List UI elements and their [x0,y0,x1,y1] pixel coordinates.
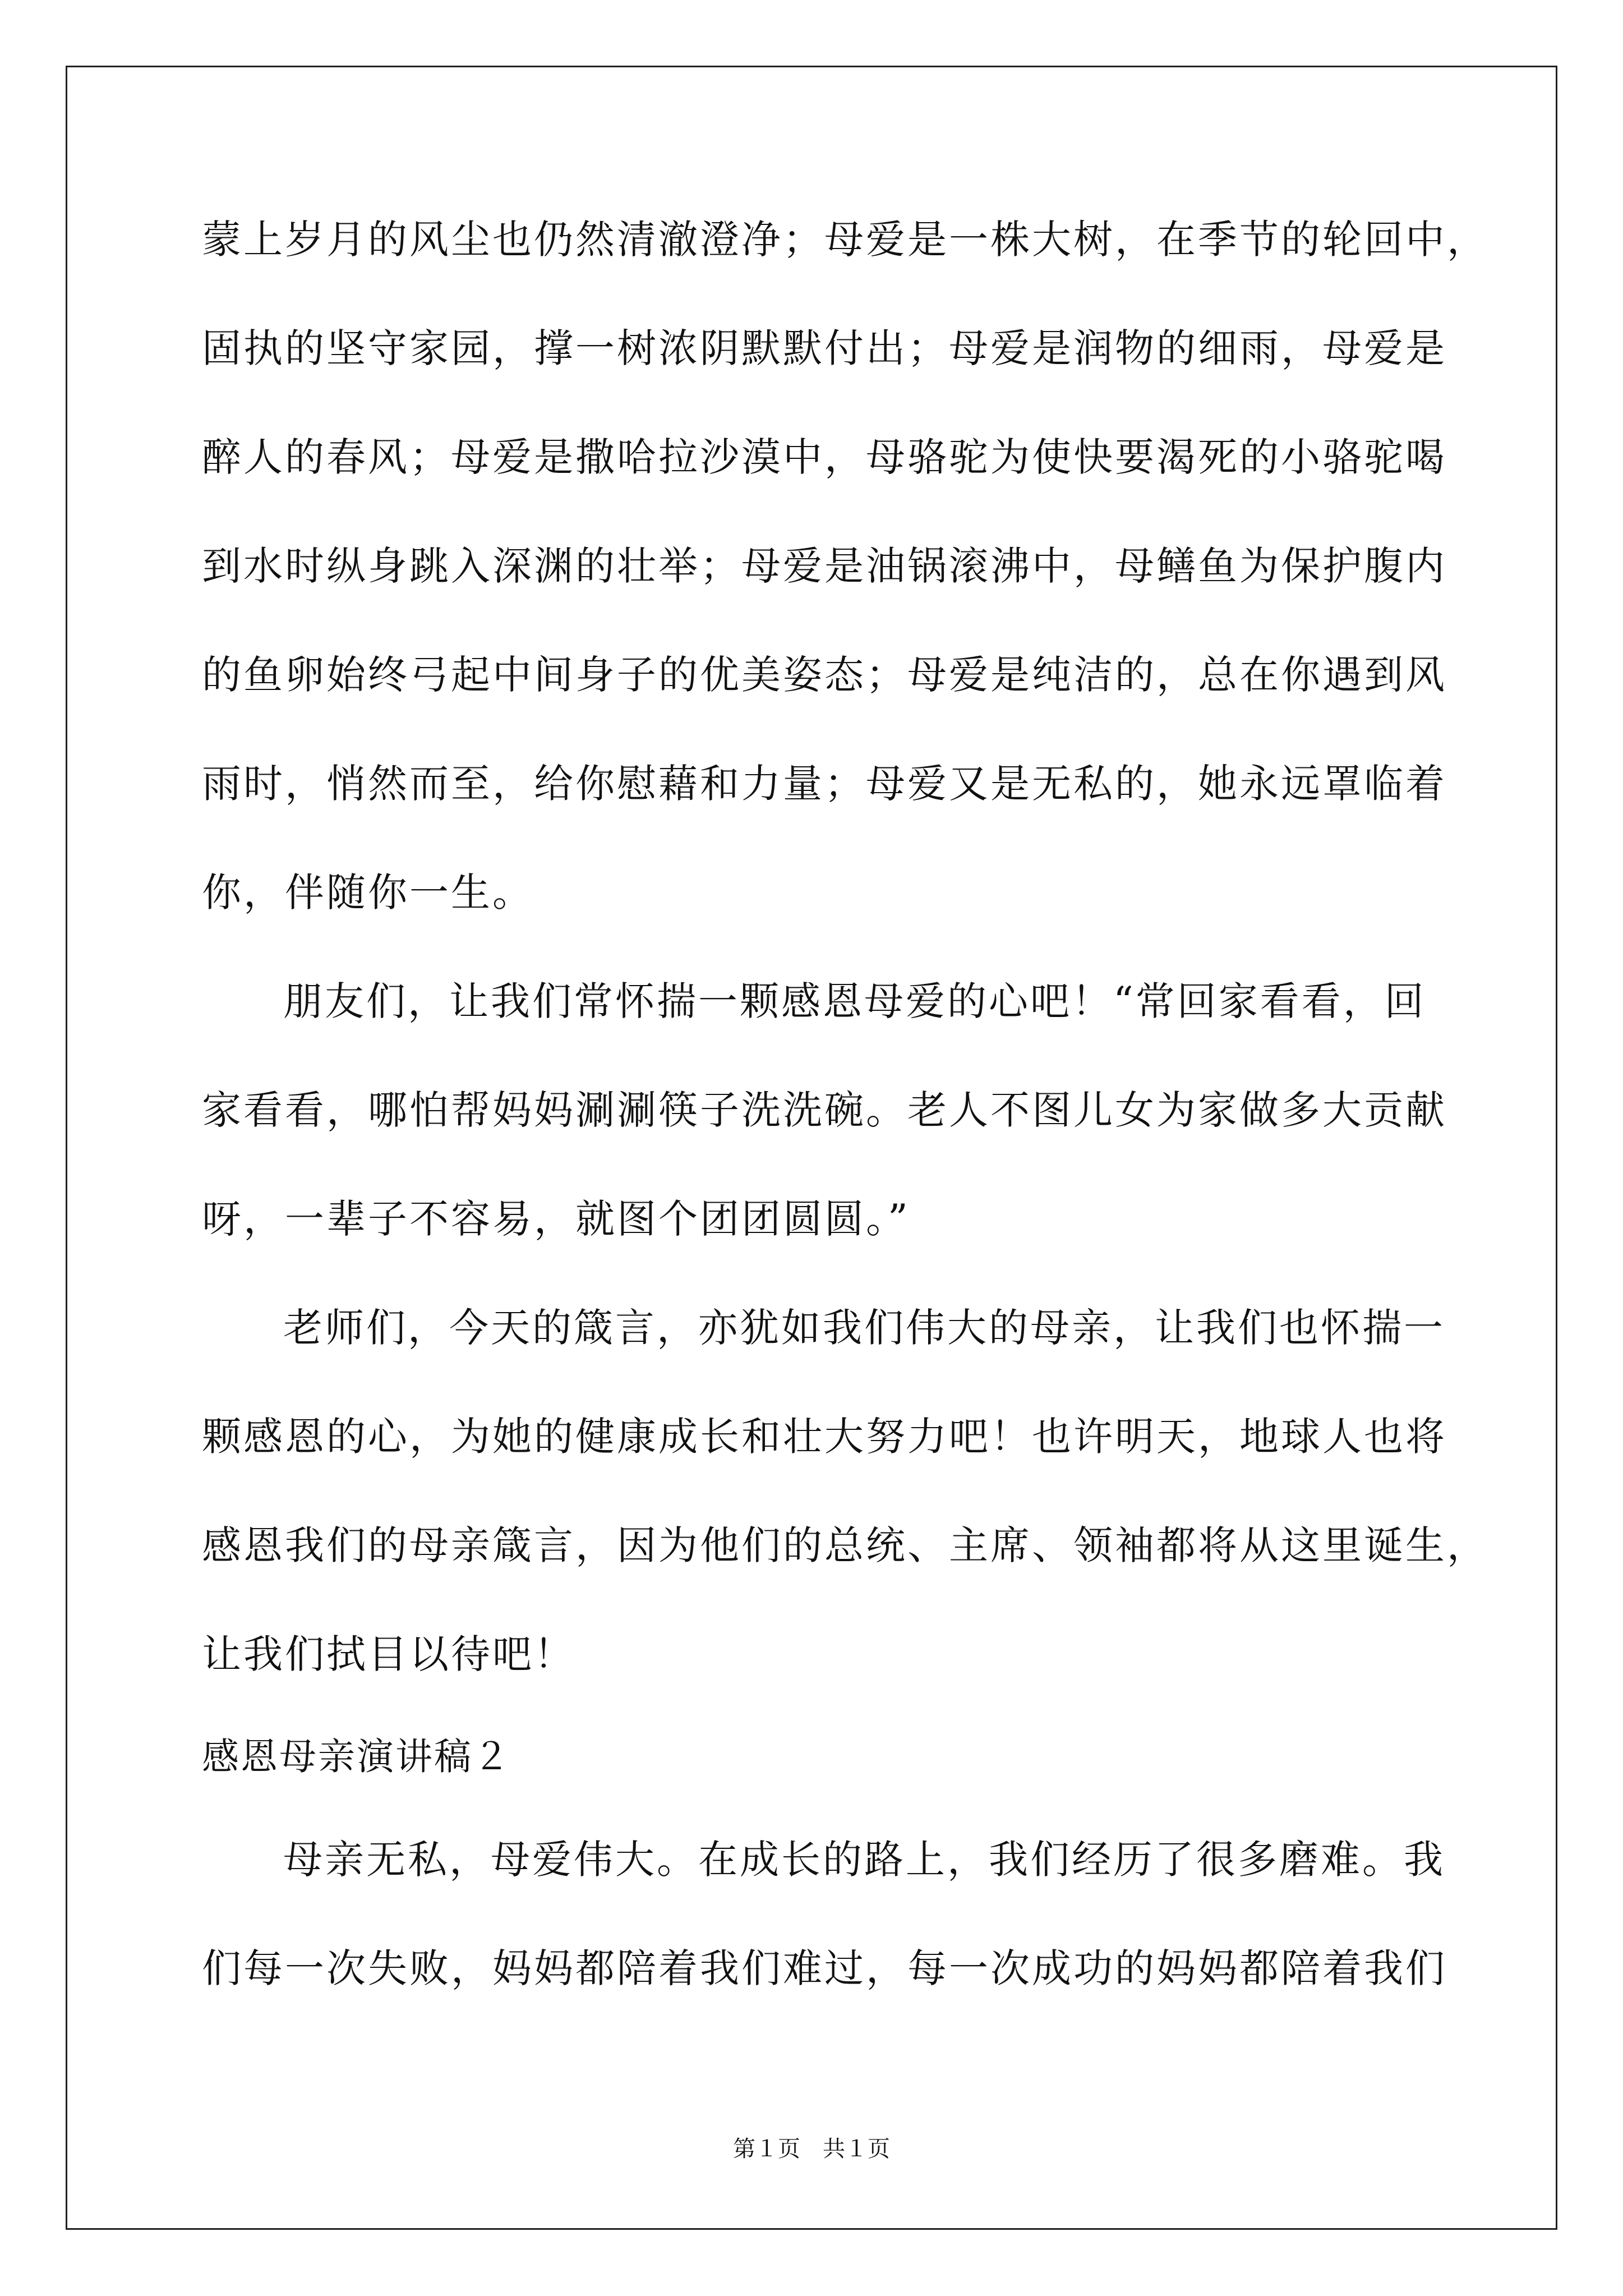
text-line: 醉人的春风；母爱是撒哈拉沙漠中，母骆驼为使快要渴死的小骆驼喝 [202,434,1447,480]
page-border [66,66,1557,2230]
text-line: 颗感恩的心，为她的健康成长和壮大努力吧！也许明天，地球人也将 [202,1414,1447,1460]
text-line: 蒙上岁月的风尘也仍然清澈澄净；母爱是一株大树，在季节的轮回中， [202,217,1488,263]
text-line: 雨时，悄然而至，给你慰藉和力量；母爱又是无私的，她永远罩临着 [202,761,1447,807]
text-line: 到水时纵身跳入深渊的壮举；母爱是油锅滚沸中，母鳝鱼为保护腹内 [202,543,1447,589]
paragraph-start-line: 朋友们，让我们常怀揣一颗感恩母爱的心吧！“常回家看看，回 [283,978,1426,1024]
paragraph-start-line: 老师们，今天的箴言，亦犹如我们伟大的母亲，让我们也怀揣一 [283,1305,1445,1351]
text-line: 你，伴随你一生。 [202,869,534,915]
text-line: 的鱼卵始终弓起中间身子的优美姿态；母爱是纯洁的，总在你遇到风 [202,652,1447,698]
text-line: 让我们拭目以待吧！ [202,1631,575,1677]
page-footer: 第１页 共１页 [733,2136,890,2162]
paragraph-start-line: 母亲无私，母爱伟大。在成长的路上，我们经历了很多磨难。我 [283,1837,1445,1883]
text-line: 们每一次失败，妈妈都陪着我们难过，每一次成功的妈妈都陪着我们 [202,1945,1447,1991]
text-line: 呀，一辈子不容易，就图个团团圆圆。” [202,1196,910,1242]
text-line: 家看看，哪怕帮妈妈涮涮筷子洗洗碗。老人不图儿女为家做多大贡献 [202,1087,1447,1133]
section-heading: 感恩母亲演讲稿２ [202,1735,511,1778]
text-line: 固执的坚守家园，撑一树浓阴默默付出；母爱是润物的细雨，母爱是 [202,325,1447,371]
text-line: 感恩我们的母亲箴言，因为他们的总统、主席、领袖都将从这里诞生， [202,1522,1488,1568]
